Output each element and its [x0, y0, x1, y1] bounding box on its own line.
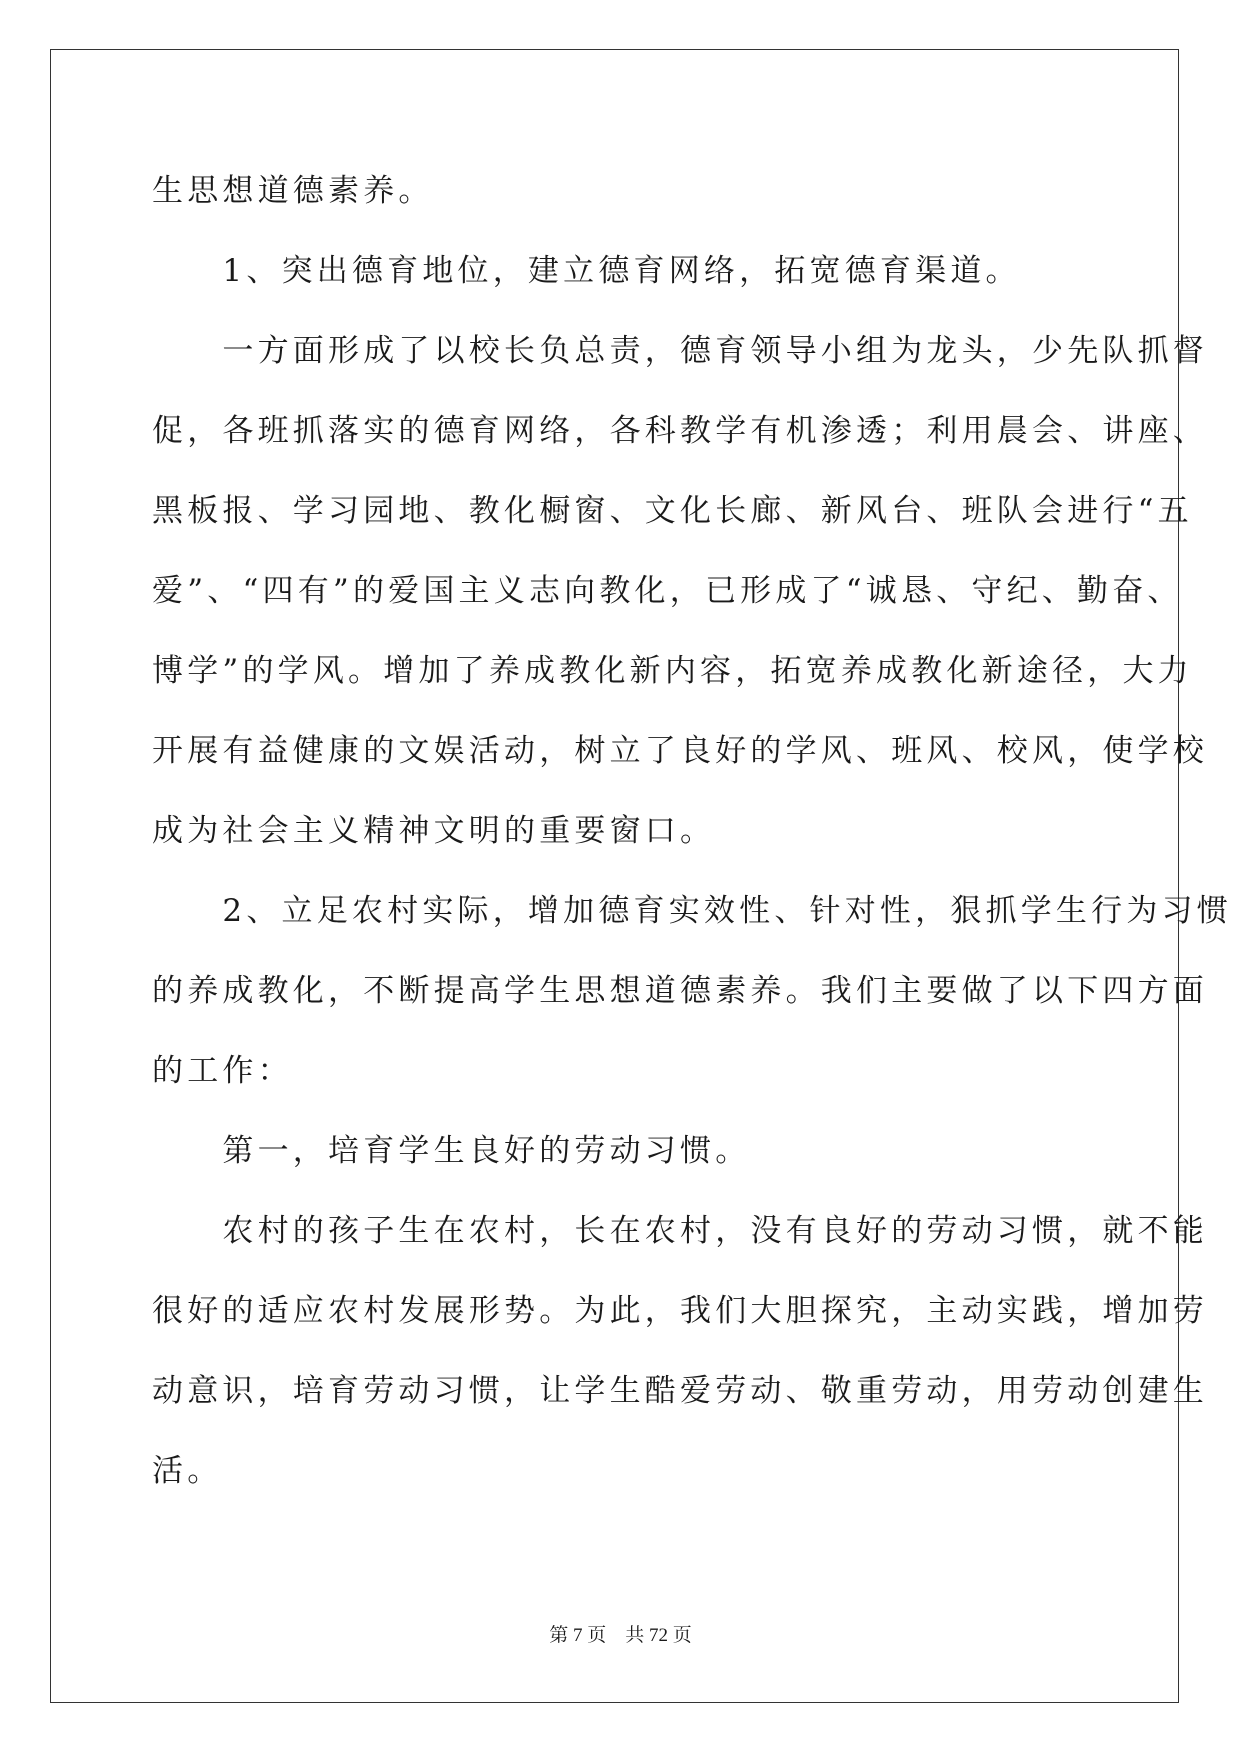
- text-line: 动意识，培育劳动习惯，让学生酷爱劳动、敬重劳动，用劳动创建生: [152, 1373, 1208, 1409]
- page-number: 第 7 页 共 72 页: [549, 1625, 692, 1646]
- text-line: 的养成教化，不断提高学生思想道德素养。我们主要做了以下四方面: [152, 973, 1208, 1009]
- text-line: 爱”、“四有”的爱国主义志向教化，已形成了“诚恳、守纪、勤奋、: [152, 573, 1183, 609]
- text-line: 黑板报、学习园地、教化橱窗、文化长廊、新风台、班队会进行“五: [152, 493, 1193, 529]
- text-line: 第一，培育学生良好的劳动习惯。: [152, 1133, 751, 1169]
- text-line: 成为社会主义精神文明的重要窗口。: [152, 813, 716, 849]
- text-line: 一方面形成了以校长负总责，德育领导小组为龙头，少先队抓督: [152, 333, 1208, 369]
- text-line: 开展有益健康的文娱活动，树立了良好的学风、班风、校风，使学校: [152, 733, 1208, 769]
- text-line: 活。: [152, 1453, 223, 1489]
- text-line: 促，各班抓落实的德育网络，各科教学有机渗透；利用晨会、讲座、: [152, 413, 1208, 449]
- text-line: 生思想道德素养。: [152, 173, 434, 209]
- text-line: 农村的孩子生在农村，长在农村，没有良好的劳动习惯，就不能: [152, 1213, 1208, 1249]
- text-line: 2、立足农村实际，增加德育实效性、针对性，狠抓学生行为习惯: [152, 893, 1232, 929]
- text-line: 的工作：: [152, 1053, 293, 1089]
- text-line: 1、突出德育地位，建立德育网络，拓宽德育渠道。: [152, 253, 1021, 289]
- text-line: 很好的适应农村发展形势。为此，我们大胆探究，主动实践，增加劳: [152, 1293, 1208, 1329]
- text-line: 博学”的学风。增加了养成教化新内容，拓宽养成教化新途径，大力: [152, 653, 1193, 689]
